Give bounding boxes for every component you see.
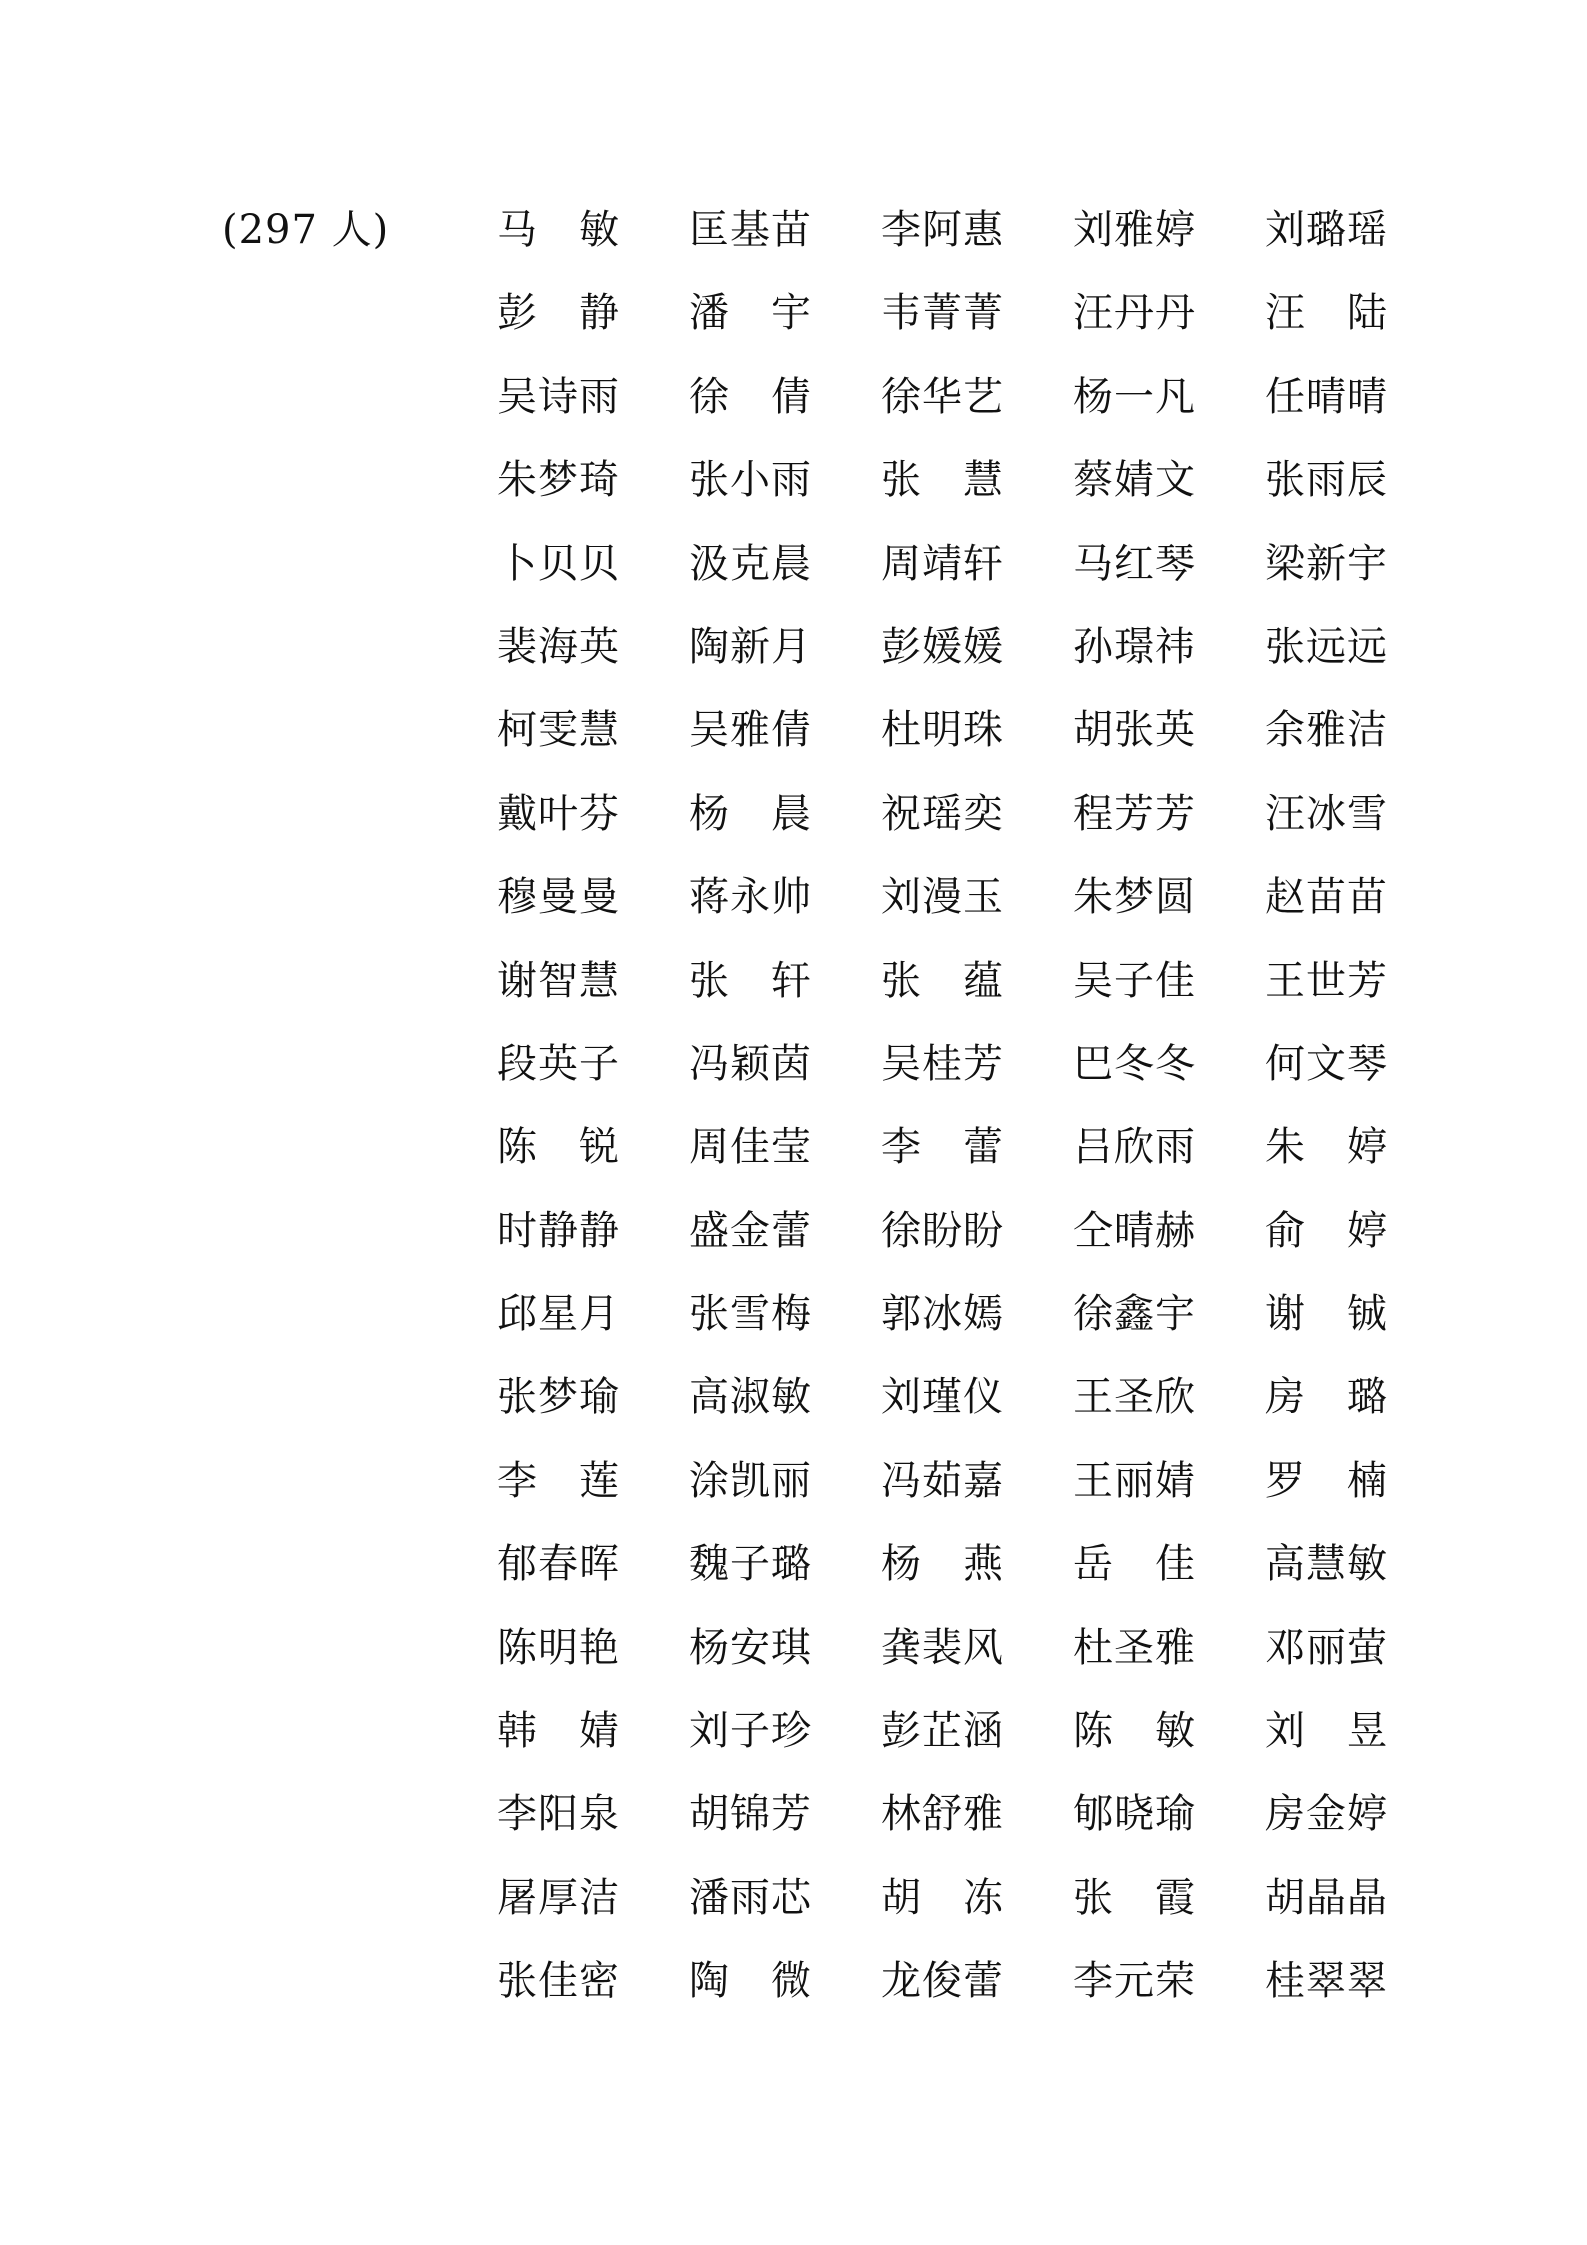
person-name: 胡晶晶 (1265, 1874, 1388, 1921)
person-name: 房 璐 (1265, 1374, 1388, 1421)
person-name: 张远远 (1265, 623, 1388, 670)
person-name: 李元荣 (1073, 1958, 1196, 2005)
person-name: 陶 微 (689, 1958, 812, 2005)
person-name: 张佳密 (497, 1958, 620, 2005)
person-name: 杜明珠 (881, 707, 1004, 754)
person-name: 刘璐瑶 (1265, 207, 1388, 253)
person-name: 徐 倩 (689, 373, 812, 420)
person-name: 张雪梅 (689, 1291, 812, 1338)
person-name: 马红琴 (1073, 540, 1196, 587)
name-list (497, 198, 1417, 2033)
person-name: 龚裴风 (881, 1624, 1004, 1671)
person-name: 胡锦芳 (689, 1791, 812, 1838)
person-name: 俞 婷 (1265, 1207, 1388, 1254)
person-name: 张 霞 (1073, 1874, 1196, 1921)
person-name: 刘 昱 (1265, 1708, 1388, 1755)
person-name: 汪冰雪 (1265, 790, 1388, 837)
person-name: 时静静 (497, 1207, 620, 1254)
person-name: 徐华艺 (881, 373, 1004, 420)
person-name: 李 蕾 (881, 1124, 1004, 1171)
person-name: 韦菁菁 (881, 290, 1004, 337)
person-name: 裴海英 (497, 623, 620, 670)
person-name: 张 蕴 (881, 957, 1004, 1004)
person-name: 郭冰嫣 (881, 1291, 1004, 1338)
person-name: 陈 锐 (497, 1124, 620, 1171)
person-name: 刘漫玉 (881, 874, 1004, 921)
person-name: 王丽婧 (1073, 1457, 1196, 1504)
person-name: 吴诗雨 (497, 373, 620, 420)
person-name: 林舒雅 (881, 1791, 1004, 1838)
person-name: 高慧敏 (1265, 1541, 1388, 1588)
person-name: 杨一凡 (1073, 373, 1196, 420)
person-name: 巴冬冬 (1073, 1040, 1196, 1087)
person-name: 彭芷涵 (881, 1708, 1004, 1755)
person-name: 朱 婷 (1265, 1124, 1388, 1171)
person-name: 梁新宇 (1265, 540, 1388, 587)
person-name: 汪 陆 (1265, 290, 1388, 337)
person-name: 陈 敏 (1073, 1708, 1196, 1755)
person-name: 张小雨 (689, 457, 812, 504)
person-name: 祝瑶奕 (881, 790, 1004, 837)
person-name: 魏子璐 (689, 1541, 812, 1588)
person-name: 李 莲 (497, 1457, 620, 1504)
person-name: 陶新月 (689, 623, 812, 670)
person-name: 郇晓瑜 (1073, 1791, 1196, 1838)
person-name: 杨安琪 (689, 1624, 812, 1671)
person-name: 刘雅婷 (1073, 207, 1196, 253)
person-name: 龙俊蕾 (881, 1958, 1004, 2005)
person-name: 朱梦圆 (1073, 874, 1196, 921)
person-name: 盛金蕾 (689, 1207, 812, 1254)
person-name: 潘 宇 (689, 290, 812, 337)
person-name: 余雅洁 (1265, 707, 1388, 754)
person-name: 彭 静 (497, 290, 620, 337)
person-name: 程芳芳 (1073, 790, 1196, 837)
person-name: 王世芳 (1265, 957, 1388, 1004)
person-name: 汲克晨 (689, 540, 812, 587)
person-name: 朱梦琦 (497, 457, 620, 504)
person-name: 彭媛媛 (881, 623, 1004, 670)
person-name: 吴子佳 (1073, 957, 1196, 1004)
person-name: 蔡婧文 (1073, 457, 1196, 504)
person-name: 马 敏 (497, 207, 620, 253)
person-name: 柯雯慧 (497, 707, 620, 754)
person-name: 刘瑾仪 (881, 1374, 1004, 1421)
person-name: 吕欣雨 (1073, 1124, 1196, 1171)
person-name: 王圣欣 (1073, 1374, 1196, 1421)
person-name: 岳 佳 (1073, 1541, 1196, 1588)
person-name: 邓丽萤 (1265, 1624, 1388, 1671)
person-name: 张梦瑜 (497, 1374, 620, 1421)
person-name: 杜圣雅 (1073, 1624, 1196, 1671)
person-name: 桂翠翠 (1265, 1958, 1388, 2005)
person-name: 卜贝贝 (497, 540, 620, 587)
person-name: 屠厚洁 (497, 1874, 620, 1921)
person-name: 匡基苗 (689, 207, 812, 253)
person-name: 涂凯丽 (689, 1457, 812, 1504)
person-name: 冯茹嘉 (881, 1457, 1004, 1504)
person-name: 李阿惠 (881, 207, 1004, 253)
person-name: 潘雨芯 (689, 1874, 812, 1921)
person-name: 罗 楠 (1265, 1457, 1388, 1504)
person-name: 吴雅倩 (689, 707, 812, 754)
person-name: 周佳莹 (689, 1124, 812, 1171)
person-name: 胡 冻 (881, 1874, 1004, 1921)
person-name: 高淑敏 (689, 1374, 812, 1421)
person-name: 陈明艳 (497, 1624, 620, 1671)
person-name: 汪丹丹 (1073, 290, 1196, 337)
person-name: 房金婷 (1265, 1791, 1388, 1838)
person-name: 徐盼盼 (881, 1207, 1004, 1254)
person-name: 任晴晴 (1265, 373, 1388, 420)
person-name: 赵苗苗 (1265, 874, 1388, 921)
person-name: 韩 婧 (497, 1708, 620, 1755)
person-name: 戴叶芬 (497, 790, 620, 837)
person-name: 邱星月 (497, 1291, 620, 1338)
person-name: 孙璟祎 (1073, 623, 1196, 670)
person-name: 仝晴赫 (1073, 1207, 1196, 1254)
person-name: 冯颖茵 (689, 1040, 812, 1087)
person-name: 刘子珍 (689, 1708, 812, 1755)
person-name: 谢智慧 (497, 957, 620, 1004)
person-name: 张雨辰 (1265, 457, 1388, 504)
person-name: 蒋永帅 (689, 874, 812, 921)
person-name: 李阳泉 (497, 1791, 620, 1838)
person-name: 张 慧 (881, 457, 1004, 504)
person-name: 何文琴 (1265, 1040, 1388, 1087)
person-name: 周靖轩 (881, 540, 1004, 587)
person-name: 谢 铖 (1265, 1291, 1388, 1338)
person-name: 徐鑫宇 (1073, 1291, 1196, 1338)
group-count-label: (297 人) (222, 207, 390, 253)
person-name: 张 轩 (689, 957, 812, 1004)
person-name: 吴桂芳 (881, 1040, 1004, 1087)
person-name: 郁春晖 (497, 1541, 620, 1588)
person-name: 杨 晨 (689, 790, 812, 837)
person-name: 穆曼曼 (497, 874, 620, 921)
person-name: 段英子 (497, 1040, 620, 1087)
person-name: 杨 燕 (881, 1541, 1004, 1588)
person-name: 胡张英 (1073, 707, 1196, 754)
